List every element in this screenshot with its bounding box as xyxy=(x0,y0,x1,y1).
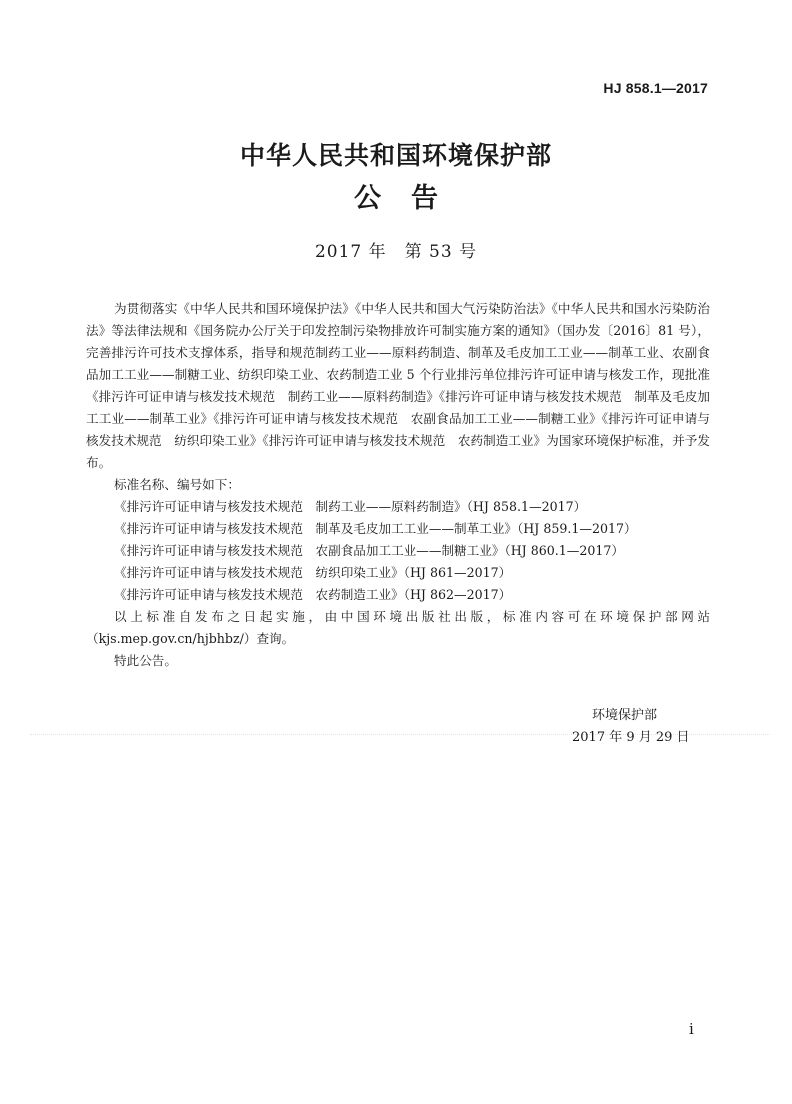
issue-number: 2017 年 第 53 号 xyxy=(314,242,478,262)
standard-list-item: 《排污许可证申请与核发技术规范 制革及毛皮加工工业——制革工业》（HJ 859.1—2017） xyxy=(114,521,637,536)
notice-body xyxy=(86,298,710,672)
notice-title: 公告 xyxy=(354,183,468,214)
standard-list-item: 《排污许可证申请与核发技术规范 农药制造工业》（HJ 862—2017） xyxy=(114,587,512,602)
issue-date: 2017 年 9 月 29 日 xyxy=(572,730,690,745)
organization-title: 中华人民共和国环境保护部 xyxy=(239,141,552,170)
intro-paragraph: 为贯彻落实《中华人民共和国环境保护法》《中华人民共和国大气污染防治法》《中华人民共和国水污染防治法》等法律法规和《国务院办公厅关于印发控制污染物排放许可制实施方案的通知》（国办发〔2016〕81 号），完善排污许可技术支撑体系，指导和规范制药工业——原料药制造、制革及毛皮加工工业——制革工业、农副食品加工工业——制糖工业、纺织印染工业、农药制造工业 5 个行业排污单位排污许可证申请与核发工作，现批准《排污许可证申请与核发技术规范 制药工业——原料药制造》《排污许可证申请与核发技术规范 制革及毛皮加工工业——制革工业》《排污许可证申请与核发技术规范 农副食品加工工业——制糖工业》《排污许可证申请与核发技术规范 纺织印染工业》《排污许可证申请与核发技术规范 农药制造工业》为国家环境保护标准，并予发布。 xyxy=(86,301,710,470)
issuer-name: 环境保护部 xyxy=(592,708,658,723)
implementation-paragraph: 以上标准自发布之日起实施，由中国环境出版社出版，标准内容可在环境保护部网站（kjs.mep.gov.cn/hjbhbz/）查询。 xyxy=(86,609,710,646)
closing-line: 特此公告。 xyxy=(114,653,177,668)
standard-list-item: 《排污许可证申请与核发技术规范 制药工业——原料药制造》（HJ 858.1—2017） xyxy=(114,499,587,514)
page-number: i xyxy=(689,1020,694,1038)
standard-code: HJ 858.1—2017 xyxy=(603,80,708,96)
list-intro: 标准名称、编号如下： xyxy=(114,477,240,492)
standard-list-item: 《排污许可证申请与核发技术规范 纺织印染工业》（HJ 861—2017） xyxy=(114,565,512,580)
standard-list-item: 《排污许可证申请与核发技术规范 农副食品加工工业——制糖工业》（HJ 860.1—2017） xyxy=(114,543,625,558)
